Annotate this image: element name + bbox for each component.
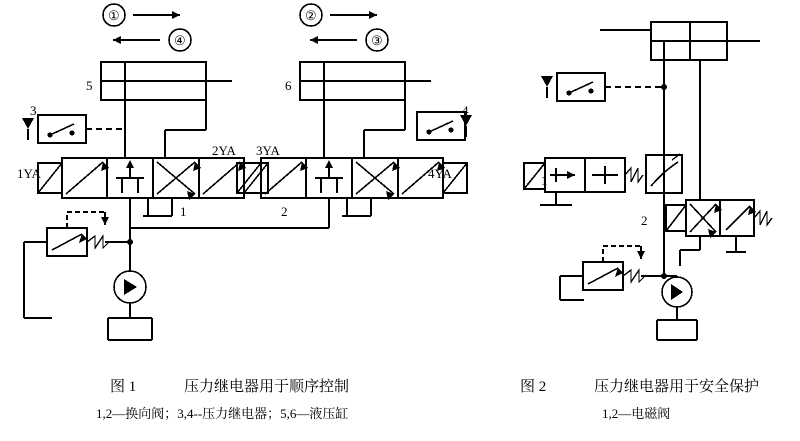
relay-4-label: 4 (462, 103, 469, 118)
fig2-cylinder (600, 22, 760, 60)
fig1-directional-valve-1 (38, 100, 268, 242)
fig2-caption-label: 图 2 (520, 379, 547, 395)
cylinder-5-label: 5 (86, 78, 93, 93)
valve-2-label: 2 (281, 204, 288, 219)
fig1-caption-label: 图 1 (110, 379, 137, 395)
fig1-cylinder-6 (300, 62, 431, 100)
fig2-valve-2 (666, 200, 772, 266)
marker-2-text: ② (305, 8, 317, 23)
fig1-caption-sub: 1,2—换向阀；3,4--压力继电器；5,6—液压缸 (96, 406, 349, 421)
marker-1-text: ① (108, 8, 120, 23)
solenoid-1ya-label: 1YA (17, 166, 41, 181)
fig1-pump (105, 239, 152, 340)
marker-3-text: ③ (371, 33, 383, 48)
fig2-pressure-relay (541, 73, 667, 101)
solenoid-4ya-label: 4YA (428, 166, 452, 181)
fig1-text-labels (17, 8, 469, 219)
valve-1-label: 1 (180, 204, 187, 219)
solenoid-3ya-label: 3YA (256, 143, 280, 158)
fig1-caption-title: 压力继电器用于顺序控制 (184, 379, 350, 395)
solenoid-2ya-label: 2YA (212, 143, 236, 158)
fig1-cylinder-5 (101, 62, 232, 100)
relay-3-label: 3 (30, 103, 37, 118)
cylinder-6-label: 6 (285, 78, 292, 93)
fig2-valve-1-label: 1 (541, 173, 548, 188)
fig2-valve-2-label: 2 (641, 213, 648, 228)
fig1-pressure-relay-3 (22, 115, 122, 143)
marker-4-text: ④ (174, 33, 186, 48)
fig1-relief-valve (24, 212, 109, 318)
fig2-caption-title: 压力继电器用于安全保护 (594, 379, 760, 395)
fig2-caption-sub: 1,2—电磁阀 (602, 406, 671, 421)
fig2-pump (641, 232, 697, 340)
fig2-supply-line (664, 41, 700, 232)
fig2-relief-valve (560, 246, 645, 300)
